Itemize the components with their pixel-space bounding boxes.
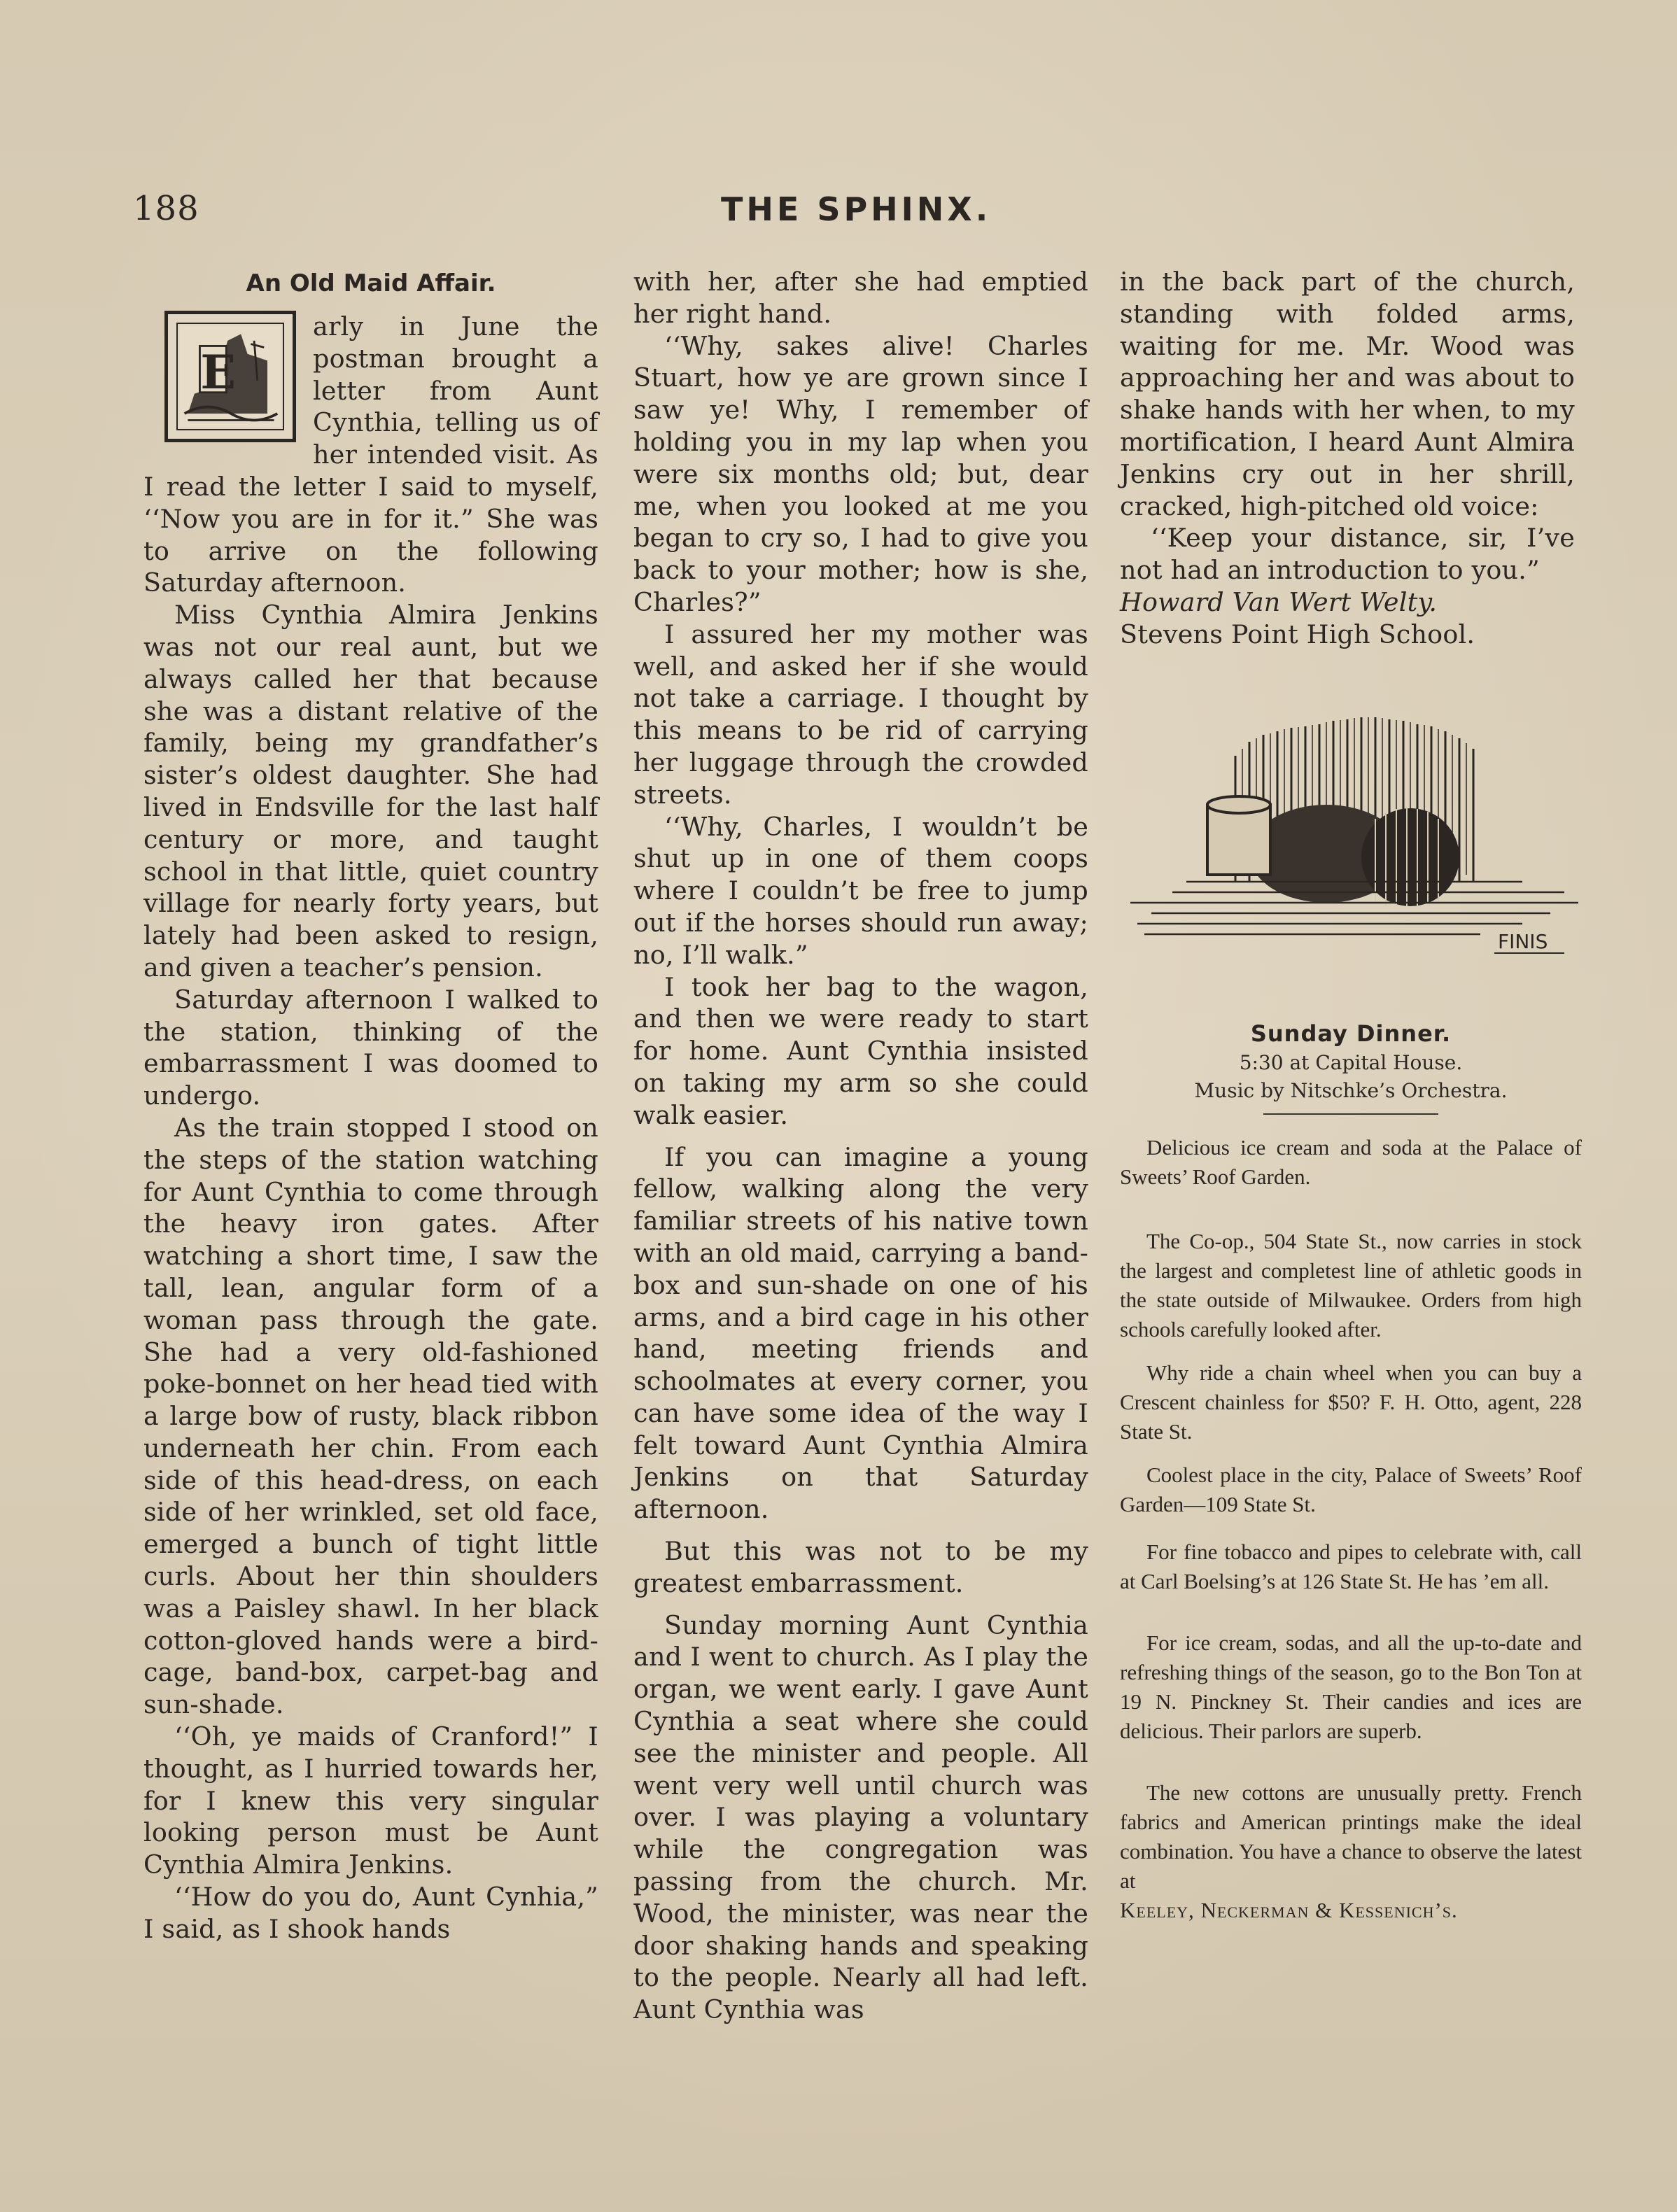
drop-cap-illustration xyxy=(164,311,296,442)
article-column-1 xyxy=(143,266,598,1945)
ad-notice: For ice cream, sodas, and all the up-to-date and refreshing things of the season, go to the Bon Ton at 19 N. Pinckney St. Their candies and ices are delicious. Their parlors are superb. xyxy=(1120,1630,1582,1743)
ad-notice: The Co-op., 504 State St., now carries in stock the largest and completest line of athletic goods in the state outside of Milwaukee. Orders from high schools carefully looked after. xyxy=(1120,1229,1582,1341)
drop-cap-e-icon xyxy=(168,314,293,439)
finis-label: FINIS xyxy=(1498,930,1548,953)
article-paragraph: with her, after she had emptied her right hand. xyxy=(633,267,1088,329)
article-paragraph: I took her bag to the wagon, and then we were ready to start for home. Aunt Cynthia insisted on taking my arm so she could walk easier. xyxy=(633,971,1088,1130)
ad-notice: Why ride a chain wheel when you can buy a Crescent chainless for $50? F. H. Otto, agent, 228 State St. xyxy=(1120,1360,1582,1444)
article-paragraph: in the back part of the church, standing with folded arms, waiting for me. Mr. Wood was approaching her and was about to shake hands with her when, to my mortification, I heard Aunt Almira Jenkins cry out in her shrill, cracked, high-pitched old voice: xyxy=(1120,267,1575,521)
magazine-title: THE SPHINX. xyxy=(721,190,992,228)
article-paragraph: As the train stopped I stood on the steps of the station watching for Aunt Cynthia to come through the heavy iron gates. After watching a short time, I saw the tall, lean, angular form of a woman pass through the gate. She had a very old-fashioned poke-bonnet on her head tied with a large bow of rusty, black ribbon underneath her chin. From each side of this head-dress, on each side of her wrinkled, set old face, emerged a bunch of tight little curls. About her thin shoulders was a Paisley shawl. In her black cotton-gloved hands were a bird-cage, band-box, carpet-bag and sun-shade. xyxy=(143,1112,598,1720)
ad-notice: Delicious ice cream and soda at the Palace of Sweets’ Roof Garden. xyxy=(1120,1135,1582,1189)
article-paragraph: Sunday morning Aunt Cynthia and I went to church. As I play the organ, we went early. I gave Aunt Cynthia a seat where she could see the minister and people. All went very well until church was over. I was playing a voluntary while the congregation was passing from the church. Mr. Wood, the minister, was near the door shaking hands and speaking to the people. Nearly all had left. Aunt Cynthia was xyxy=(633,1609,1088,2025)
article-paragraph: If you can imagine a young fellow, walking along the very familiar streets of his native town with an old maid, carrying a band-box and sun-shade on one of his arms, and a bird cage in his other hand, meeting friends and schoolmates at every corner, you can have some idea of the way I felt toward Aunt Cynthia Almira Jenkins on that Saturday afternoon. xyxy=(633,1141,1088,1525)
article-paragraph: ‘‘Why, Charles, I wouldn’t be shut up in one of them coops where I couldn’t be free to jump out if the horses should run away; no, I’ll walk.” xyxy=(633,811,1088,970)
article-paragraph: ‘‘Keep your distance, sir, I’ve not had an introduction to you.” xyxy=(1120,523,1575,586)
article-paragraph: ‘‘How do you do, Aunt Cynhia,” I said, as I shook hands xyxy=(143,1882,598,1944)
drop-cap-letter: E xyxy=(200,345,236,400)
author-school: Stevens Point High School. xyxy=(1120,619,1475,649)
article-paragraph: Saturday afternoon I walked to the station, thinking of the embarrassment I was doomed to undergo. xyxy=(143,984,598,1111)
advertisements xyxy=(1120,1018,1582,1925)
ad-notice: The new cottons are unusually pretty. French fabrics and American printings make the ideal combination. You have a chance to observe the latest at xyxy=(1120,1780,1582,1893)
article-paragraph: I assured her my mother was well, and asked her if she would not take a carriage. I thought by this means to be rid of carrying her luggage through the crowded streets. xyxy=(633,619,1088,810)
article-column-2 xyxy=(633,266,1088,2026)
article-title: An Old Maid Affair. xyxy=(246,269,496,297)
article-paragraph: arly in June the postman brought a letter from Aunt Cynthia, telling us of her intended visit. As I read the letter I said to myself, ‘‘Now you are in for it.” She was to arrive on the following Saturday afternoon. xyxy=(143,311,598,598)
ad-notice: For fine tobacco and pipes to celebrate with, call at Carl Boelsing’s at 126 State St. He has ’em all. xyxy=(1120,1540,1582,1593)
dinner-title: Sunday Dinner. xyxy=(1250,1020,1452,1047)
page-header xyxy=(133,189,1575,245)
divider xyxy=(1263,1113,1438,1115)
article-column-3 xyxy=(1120,266,1575,651)
dinner-music: Music by Nitschke’s Orchestra. xyxy=(1194,1079,1508,1102)
store-name: Keeley, Neckerman & Kessenich’s. xyxy=(1120,1898,1458,1922)
page-number: 188 xyxy=(133,189,199,228)
dinner-time: 5:30 at Capital House. xyxy=(1239,1051,1463,1074)
article-paragraph: ‘‘Oh, ye maids of Cranford!” I thought, as I hurried towards her, for I knew this very singular looking person must be Aunt Cynthia Almira Jenkins. xyxy=(143,1721,598,1880)
author-signature: Howard Van Wert Welty. xyxy=(1120,586,1438,617)
ad-notice: Coolest place in the city, Palace of Sweets’ Roof Garden—109 State St. xyxy=(1120,1463,1582,1516)
article-paragraph: ‘‘Why, sakes alive! Charles Stuart, how ye are grown since I saw ye! Why, I remember of holding you in my lap when you were six months old; but, dear me, when you looked at me you began to cry so, I had to give you back to your mother; how is she, Charles?” xyxy=(633,330,1088,617)
article-paragraph: But this was not to be my greatest embarrassment. xyxy=(633,1536,1088,1598)
article-paragraph: Miss Cynthia Almira Jenkins was not our real aunt, but we always called her that because she was a distant relative of the family, being my grandfather’s sister’s oldest daughter. She had lived in Endsville for the last half century or more, and taught school in that little, quiet country village for nearly forty years, but lately had been asked to resign, and given a teacher’s pension. xyxy=(143,600,598,982)
finis-illustration xyxy=(1130,700,1592,980)
